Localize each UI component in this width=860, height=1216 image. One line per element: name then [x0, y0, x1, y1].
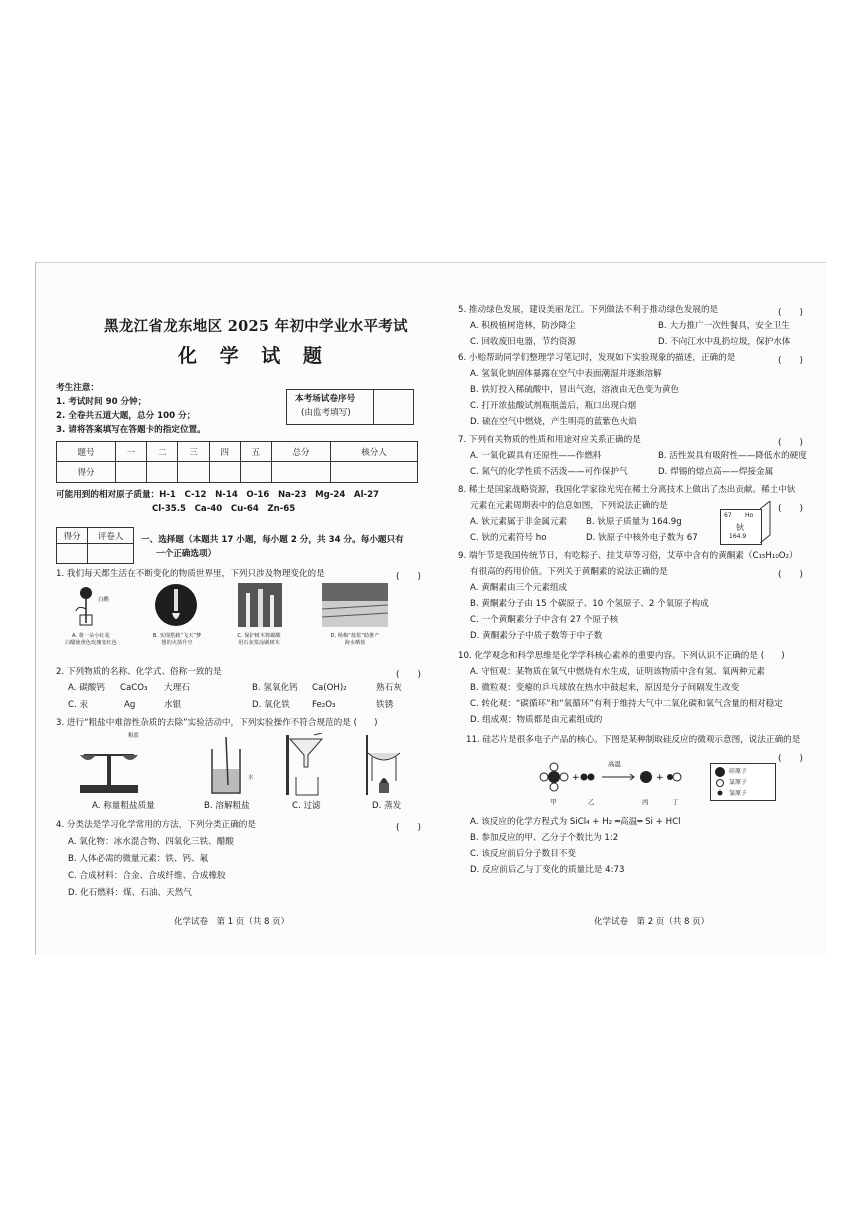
q8-option-c: C. 钬的元素符号 ho [470, 533, 547, 543]
balance-scale-image [74, 735, 144, 797]
filtration-image [284, 733, 328, 797]
answer-paren: ( ) [396, 823, 422, 833]
seat-number-box [286, 389, 414, 425]
answer-paren: ( ) [778, 570, 804, 580]
question-8-stem-cont: 元素在元素周期表中的信息如图，下列说法正确的是 [470, 501, 668, 511]
q9-option-c: C. 一个黄酮素分子中含有 27 个原子核 [470, 615, 619, 625]
exam-title: 黑龙江省龙东地区 2025 年初中学业水平考试 [104, 318, 408, 335]
score-cell [147, 462, 178, 483]
q3-caption-d: D. 蒸发 [372, 801, 402, 811]
answer-paren: ( ) [778, 438, 804, 448]
q4-option-a: A. 氧化物：冰水混合物、四氧化三铁、醋酸 [68, 837, 234, 847]
seat-box-line2: (由监考填写) [301, 408, 351, 418]
q2-option: D. 氧化铁 [252, 700, 290, 710]
salt-label: 粗盐 [128, 733, 140, 739]
question-11-stem: 11. 硅芯片是很多电子产品的核心。下图是某种制取硅反应的微观示意图，说法正确的是 [466, 735, 801, 745]
q10-option-b: B. 微粒观：变瘪的乒乓球放在热水中鼓起来，原因是分子间隔发生改变 [470, 683, 740, 693]
q1-caption-b: B. 实现搭载“飞天”梦 想的火箭升空 [152, 633, 202, 646]
page-footer: 化学试卷 第 2 页（共 8 页） [594, 917, 710, 927]
q10-option-c: C. 转化观：“碳循环”和“氧循环”有利于维持大气中二氧化碳和氧气含量的相对稳定 [470, 699, 783, 709]
salt-pans-image [322, 583, 388, 627]
section-score-label: 得分 [57, 528, 88, 544]
tile-mass: 164.9 [729, 533, 747, 540]
q2-formula: Fe₂O₃ [312, 700, 336, 710]
section-grader-label: 评卷人 [88, 528, 134, 544]
q1-caption-c: C. 保护树木将碳酸 用石灰浆涂刷树木 [237, 633, 281, 646]
score-cell [88, 544, 134, 564]
question-7-stem: 7. 下列有关物质的性质和用途对应关系正确的是 [458, 435, 641, 445]
score-header: 题号 [57, 442, 116, 462]
q11-option-b: B. 参加反应的甲、乙分子个数比为 1:2 [470, 833, 619, 843]
q2-option: A. 碳酸钙 [68, 683, 105, 693]
q8-option-d: D. 钬原子中核外电子数为 67 [586, 533, 698, 543]
tile-name: 钬 [736, 523, 744, 532]
score-header: 核分人 [331, 442, 418, 462]
q9-option-b: B. 黄酮素分子由 15 个碳原子、10 个氢原子、2 个氧原子构成 [470, 599, 709, 609]
question-9-stem: 9. 端午节是我国传统节日，有吃粽子、挂艾草等习俗，艾草中含有的黄酮素（C₁₅H₁₀O₂） [458, 551, 798, 561]
evaporation-image [362, 733, 406, 797]
score-table [56, 441, 418, 483]
q2-formula: Ag [124, 700, 136, 710]
score-cell [331, 462, 418, 483]
q9-option-a: A. 黄酮素由三个元素组成 [470, 583, 568, 593]
q3-caption-a: A. 称量粗盐质量 [92, 801, 155, 811]
reactant-label-jia: 甲 [550, 798, 557, 806]
score-header: 二 [147, 442, 178, 462]
question-8-stem: 8. 稀土是国家战略资源，我国化学家徐光宪在稀土分离技术上做出了杰出贡献。稀土中钬 [458, 485, 796, 495]
q5-option-b: B. 大力推广一次性餐具，安全卫生 [658, 321, 790, 331]
answer-paren: ( ) [396, 572, 422, 582]
water-label: 水 [248, 775, 254, 781]
product-label-bing: 丙 [642, 798, 649, 806]
product-label-ding: 丁 [672, 798, 679, 806]
svg-text:+: + [572, 773, 580, 783]
atomic-masses-line1: 可能用到的相对原子质量：H-1 C-12 N-14 O-16 Na-23 Mg-24 Al-27 [56, 490, 380, 500]
q1-caption-a: A. 将一朵小红花 白醋使黄色玫瑰变红色 [65, 633, 117, 646]
score-header: 三 [178, 442, 209, 462]
section-title-cont: 一个正确选项） [156, 549, 217, 559]
score-cell [178, 462, 209, 483]
note-item: 3. 请将答案填写在答题卡的指定位置。 [56, 425, 206, 435]
q8-option-b: B. 钬原子质量为 164.9g [586, 517, 682, 527]
atom-legend [710, 763, 776, 801]
legend-icons [714, 766, 726, 798]
question-5-stem: 5. 推动绿色发展，建设美丽龙江。下列做法不利于推动绿色发展的是 [458, 305, 719, 315]
q6-option-c: C. 打开浓盐酸试剂瓶瓶盖后，瓶口出现白烟 [470, 401, 637, 411]
note-item: 2. 全卷共五道大题，总分 100 分； [56, 411, 196, 421]
q5-option-a: A. 积极植树造林，防沙降尘 [470, 321, 576, 331]
painted-trees-image [238, 583, 282, 627]
q7-option-d: D. 焊锡的熔点高——焊接金属 [658, 467, 774, 477]
score-cell [271, 462, 330, 483]
q6-option-d: D. 硫在空气中燃烧，产生明亮的蓝紫色火焰 [470, 417, 637, 427]
score-header: 四 [209, 442, 240, 462]
reactant-label-yi: 乙 [588, 798, 595, 806]
seat-box-line1: 本考场试卷序号 [295, 394, 356, 404]
q4-option-c: C. 合成材料：合金、合成纤维、合成橡胶 [68, 871, 226, 881]
tile-symbol: Ho [745, 512, 754, 519]
reaction-diagram [536, 759, 706, 803]
score-cell [116, 462, 147, 483]
tile-atomic-number: 67 [724, 512, 732, 519]
exam-sheet [35, 262, 826, 955]
q7-option-b: B. 活性炭具有吸附性——降低水的硬度 [658, 451, 807, 461]
q3-caption-b: B. 溶解粗盐 [204, 801, 250, 811]
q2-option: C. 汞 [68, 700, 89, 710]
q5-option-c: C. 回收废旧电器，节约资源 [470, 337, 576, 347]
question-3-stem: 3. 进行“粗盐中难溶性杂质的去除”实验活动中，下列实验操作不符合规范的是 ( ) [56, 718, 378, 728]
score-cell [57, 544, 88, 564]
q10-option-a: A. 守恒观：某物质在氧气中燃烧有水生成，证明该物质中含有氢、氧两种元素 [470, 667, 765, 677]
question-9-stem-cont: 有很高的药用价值。下列关于黄酮素的说法正确的是 [470, 567, 668, 577]
answer-paren: ( ) [778, 356, 804, 366]
answer-paren: ( ) [778, 754, 804, 764]
svg-text:+: + [656, 773, 664, 783]
legend-chlorine: 氯原子 [729, 779, 748, 786]
score-header: 总分 [271, 442, 330, 462]
left-page [56, 263, 436, 953]
score-row-label: 得分 [57, 462, 116, 483]
q4-option-d: D. 化石燃料：煤、石油、天然气 [68, 888, 192, 898]
q2-common-name: 铁锈 [376, 700, 394, 710]
section-score-box [56, 527, 134, 564]
q8-option-a: A. 钬元素属于非金属元素 [470, 517, 568, 527]
q2-formula: Ca(OH)₂ [312, 683, 347, 693]
answer-paren: ( ) [778, 504, 804, 514]
note-item: 1. 考试时间 90 分钟； [56, 397, 147, 407]
question-10-stem: 10. 化学观念和科学思维是化学学科核心素养的重要内容。下列认识不正确的是 ( ) [458, 651, 785, 661]
q7-option-c: C. 氮气的化学性质不活泼——可作保护气 [470, 467, 628, 477]
q11-option-d: D. 反应前后乙与丁变化的质量比是 4:73 [470, 865, 625, 875]
rocket-launch-image [154, 583, 198, 627]
q11-option-a: A. 该反应的化学方程式为 SiCl₄ + H₂ ═高温═ Si + HCl [470, 817, 681, 827]
reaction-condition: 高温 [608, 760, 621, 768]
right-page [458, 263, 826, 953]
question-2-stem: 2. 下列物质的名称、化学式、俗称一致的是 [56, 667, 222, 677]
answer-paren: ( ) [778, 308, 804, 318]
q9-option-d: D. 黄酮素分子中质子数等于中子数 [470, 631, 603, 641]
beaker-dissolve-image [206, 735, 246, 797]
q1-caption-d: D. 杨梅“盐浆”助推产 海水晒盐 [330, 633, 380, 646]
subject-title: 化 学 试 题 [178, 345, 330, 367]
score-header: 五 [240, 442, 271, 462]
score-header: 一 [116, 442, 147, 462]
rose-vinegar-image [68, 583, 112, 627]
q11-option-c: C. 该反应前后分子数目不变 [470, 849, 576, 859]
q2-common-name: 大理石 [164, 683, 190, 693]
q4-option-b: B. 人体必需的微量元素：铁、钙、氟 [68, 854, 209, 864]
answer-paren: ( ) [396, 670, 422, 680]
q2-common-name: 熟石灰 [376, 683, 402, 693]
page-footer: 化学试卷 第 1 页（共 8 页） [174, 917, 290, 927]
score-cell [240, 462, 271, 483]
question-4-stem: 4. 分类法是学习化学常用的方法，下列分类正确的是 [56, 820, 256, 830]
atomic-masses-line2: Cl-35.5 Ca-40 Cu-64 Zn-65 [152, 504, 296, 514]
legend-silicon: 硅原子 [729, 768, 748, 775]
q2-formula: CaCO₃ [120, 683, 148, 693]
q2-option: B. 氢氧化钙 [252, 683, 298, 693]
notes-heading: 考生注意： [56, 383, 99, 393]
q10-option-d: D. 组成观：物质都是由元素组成的 [470, 715, 603, 725]
vinegar-label: 白醋 [98, 597, 110, 603]
q5-option-d: D. 不向江水中乱扔垃圾，保护水体 [658, 337, 791, 347]
q7-option-a: A. 一氧化碳具有还原性——作燃料 [470, 451, 602, 461]
section-title: 一、选择题（本题共 17 小题，每小题 2 分，共 34 分。每小题只有 [141, 535, 404, 545]
element-tile-holmium [720, 509, 762, 545]
q2-common-name: 水银 [164, 700, 182, 710]
q6-option-b: B. 铁钉投入稀硫酸中，冒出气泡，溶液由无色变为黄色 [470, 385, 680, 395]
q3-caption-c: C. 过滤 [292, 801, 321, 811]
score-cell [209, 462, 240, 483]
question-1-stem: 1. 我们每天都生活在不断变化的物质世界里，下列只涉及物理变化的是 [56, 569, 325, 579]
tile-3d-edge [760, 501, 772, 543]
q6-option-a: A. 氢氧化钠固体暴露在空气中表面潮湿并逐渐溶解 [470, 369, 662, 379]
question-6-stem: 6. 小贻帮助同学们整理学习笔记时，发现如下实验现象的描述，正确的是 [458, 353, 736, 363]
legend-hydrogen: 氢原子 [729, 790, 748, 797]
